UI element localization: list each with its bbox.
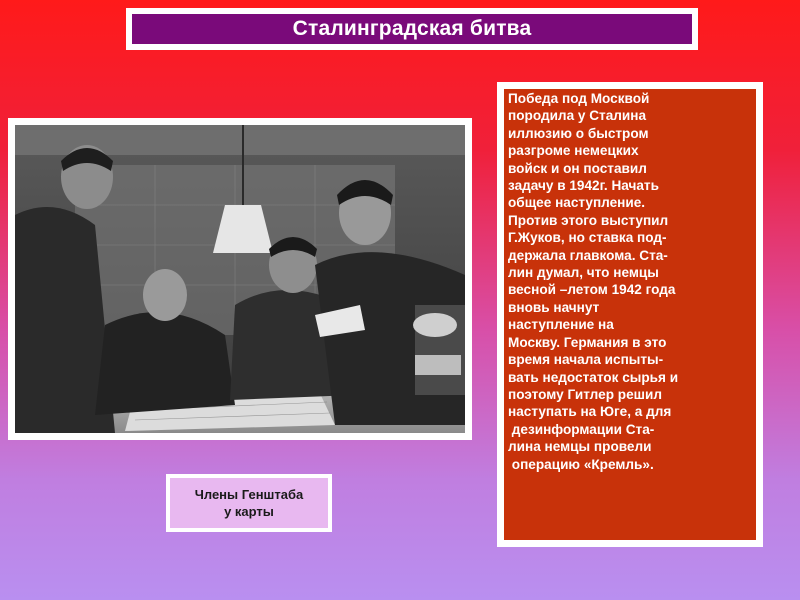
photo-caption [170,478,328,528]
text-line: вать недостаток сырья и [508,369,679,385]
text-line: время начала испыты- [508,352,664,368]
text-line: иллюзию о быстром [508,125,649,141]
text-line: держала главкома. Ста- [508,247,668,263]
text-line: Г.Жуков, но ставка под- [508,230,667,246]
photo-caption-box [166,474,332,532]
title-banner [126,8,698,50]
text-line: поэтому Гитлер решил [508,386,662,402]
text-line: лин думал, что немцы [508,265,659,281]
text-line: дезинформации Ста- [508,421,655,437]
caption-line-2: у карты [224,504,274,519]
text-line: весной –летом 1942 года [508,282,676,298]
text-line: операцию «Кремль». [508,456,654,472]
photo-frame [8,118,472,440]
text-line: Москву. Германия в это [508,334,667,350]
text-line: разгроме немецких [508,143,639,159]
historical-photo [15,125,465,433]
text-line: общее наступление. [508,195,646,211]
slide-title: Сталинградская битва [132,14,692,44]
text-line: войск и он поставил [508,160,647,176]
caption-line-1: Члены Генштаба [194,487,304,502]
text-line: лина немцы провели [508,439,652,455]
text-line: Против этого выступил [508,212,669,228]
text-line: наступать на Юге, а для [508,404,672,420]
text-line: породила у Сталина [508,108,647,124]
text-line: Победа под Москвой [508,91,650,106]
text-panel [497,82,763,547]
text-body [504,89,756,540]
text-line: наступление на [508,317,614,333]
text-line: вновь начнут [508,299,600,315]
text-line: задачу в 1942г. Начать [508,178,659,194]
